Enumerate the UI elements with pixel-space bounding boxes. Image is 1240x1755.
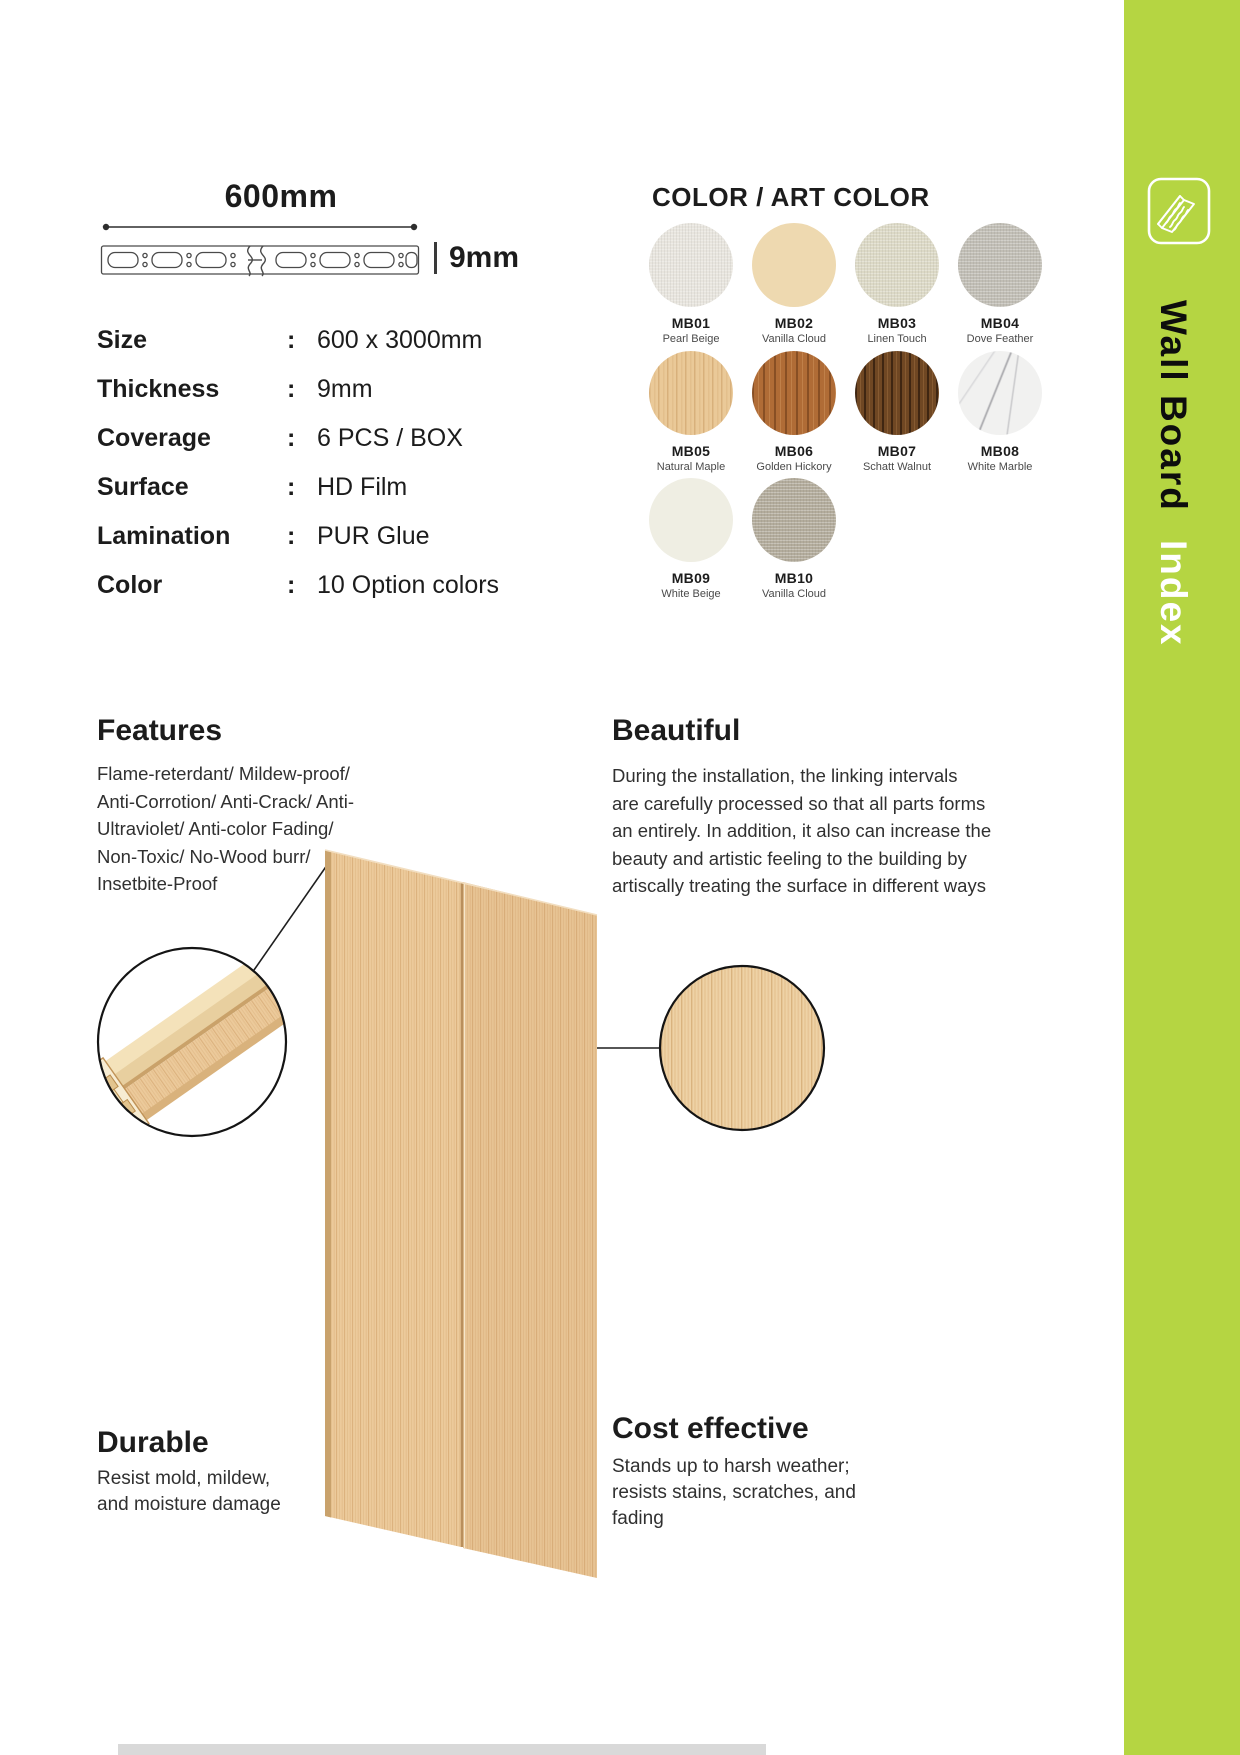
swatch-name: Pearl Beige xyxy=(662,333,720,345)
text-line: Insetbite-Proof xyxy=(97,873,218,894)
swatch-circle xyxy=(752,223,836,307)
wall-panel-left xyxy=(325,850,461,1547)
swatch-circle xyxy=(855,351,939,435)
text-line: and moisture damage xyxy=(97,1494,281,1515)
swatch-mb06 xyxy=(742,351,846,473)
text-line: Ultraviolet/ Anti-color Fading/ xyxy=(97,818,334,839)
swatch-circle xyxy=(752,478,836,562)
dimension-line xyxy=(100,219,420,235)
spec-value: 600 x 3000mm xyxy=(317,326,483,354)
spec-colon: : xyxy=(287,424,296,452)
spec-row-lamination xyxy=(97,512,499,561)
swatch-name: White Beige xyxy=(661,588,721,600)
text-line: beauty and artistic feeling to the building by xyxy=(612,847,967,869)
swatch-name: Dove Feather xyxy=(966,333,1034,345)
durable-title: Durable xyxy=(97,1426,209,1459)
color-section-title: COLOR / ART COLOR xyxy=(652,182,930,212)
spec-label: Surface xyxy=(97,473,189,501)
swatch-name: Natural Maple xyxy=(656,461,726,473)
swatch-code: MB09 xyxy=(671,570,711,586)
text-line: During the installation, the linking intervals xyxy=(612,765,958,786)
text-line: resists stains, scratches, and xyxy=(612,1482,856,1503)
text-line: Anti-Corrotion/ Anti-Crack/ Anti- xyxy=(97,790,355,812)
swatch-code: MB08 xyxy=(980,443,1020,459)
spec-label: Lamination xyxy=(97,522,231,550)
spec-value: 10 Option colors xyxy=(317,571,500,599)
spec-colon: : xyxy=(287,326,296,354)
spec-label: Coverage xyxy=(97,424,211,452)
sidebar-title-primary: Wall Board xyxy=(1153,300,1194,512)
spec-colon: : xyxy=(287,522,296,550)
spec-colon: : xyxy=(287,473,296,501)
swatch-mb10 xyxy=(742,478,846,600)
spec-label: Color xyxy=(97,571,163,599)
swatch-circle xyxy=(649,351,733,435)
swatch-name: Golden Hickory xyxy=(756,461,832,473)
swatch-circle xyxy=(752,351,836,435)
swatch-mb09 xyxy=(639,478,743,600)
cost-effective-title: Cost effective xyxy=(612,1412,809,1445)
spec-value: PUR Glue xyxy=(317,522,430,550)
footer-strip xyxy=(118,1744,766,1755)
swatch-code: MB02 xyxy=(774,315,814,331)
board-width-label: 600mm xyxy=(224,178,338,214)
swatch-mb01 xyxy=(639,223,743,345)
texture-detail-circle xyxy=(655,960,835,1140)
text-line: Stands up to harsh weather; xyxy=(612,1456,850,1477)
spec-row-thickness xyxy=(97,365,499,414)
sidebar-title-secondary: Index xyxy=(1153,540,1194,647)
spec-row-surface xyxy=(97,463,499,512)
swatch-mb05 xyxy=(639,351,743,473)
text-line: are carefully processed so that all parts forms xyxy=(612,792,986,814)
swatch-name: Linen Touch xyxy=(867,333,927,345)
swatch-mb07 xyxy=(845,351,949,473)
swatch-mb08 xyxy=(948,351,1052,473)
swatch-name: Vanilla Cloud xyxy=(761,333,826,345)
pointer-line-clip xyxy=(254,858,332,970)
board-cross-section-diagram xyxy=(100,243,420,277)
spec-value: 6 PCS / BOX xyxy=(317,424,463,452)
text-line: an entirely. In addition, it also can increase the xyxy=(612,820,992,841)
spec-value: 9mm xyxy=(317,375,373,403)
swatch-name: White Marble xyxy=(967,461,1033,473)
sidebar xyxy=(1124,0,1240,1755)
swatch-code: MB07 xyxy=(877,443,917,459)
swatch-mb04 xyxy=(948,223,1052,345)
swatch-code: MB03 xyxy=(877,315,917,331)
swatch-mb02 xyxy=(742,223,846,345)
swatch-code: MB06 xyxy=(774,443,814,459)
spec-colon: : xyxy=(287,571,296,599)
sidebar-title xyxy=(1152,300,1194,647)
text-line: artiscally treating the surface in different ways xyxy=(612,875,986,896)
text-line: Flame-reterdant/ Mildew-proof/ xyxy=(97,763,350,784)
swatch-code: MB10 xyxy=(774,570,814,586)
wall-board-icon xyxy=(1146,176,1212,246)
swatch-mb03 xyxy=(845,223,949,345)
swatch-code: MB04 xyxy=(980,315,1020,331)
spec-row-color xyxy=(97,561,499,610)
swatch-code: MB01 xyxy=(671,315,711,331)
board-thickness-label: 9mm xyxy=(449,241,520,274)
swatch-name: Vanilla Cloud xyxy=(761,588,826,600)
text-line: Non-Toxic/ No-Wood burr/ xyxy=(97,845,311,867)
wall-panels xyxy=(325,850,597,1578)
swatch-circle xyxy=(649,223,733,307)
spec-value: HD Film xyxy=(317,473,408,501)
swatch-circle xyxy=(958,351,1042,435)
text-line: fading xyxy=(612,1508,664,1529)
spec-row-coverage xyxy=(97,414,499,463)
text-line: Resist mold, mildew, xyxy=(97,1468,271,1489)
features-title: Features xyxy=(97,714,223,747)
spec-label: Size xyxy=(97,326,148,354)
swatch-circle xyxy=(958,223,1042,307)
swatch-circle xyxy=(649,478,733,562)
swatch-circle xyxy=(855,223,939,307)
durable-text xyxy=(97,1466,281,1518)
spec-list xyxy=(97,316,499,610)
beautiful-title: Beautiful xyxy=(612,714,741,747)
cost-effective-text xyxy=(612,1454,856,1532)
spec-row-size xyxy=(97,316,499,365)
spec-colon: : xyxy=(287,375,296,403)
swatch-code: MB05 xyxy=(671,443,711,459)
spec-label: Thickness xyxy=(97,375,220,403)
swatch-name: Schatt Walnut xyxy=(862,461,932,473)
thickness-callout xyxy=(434,241,519,275)
thickness-divider xyxy=(434,242,437,274)
clip-detail-circle xyxy=(60,920,346,1163)
